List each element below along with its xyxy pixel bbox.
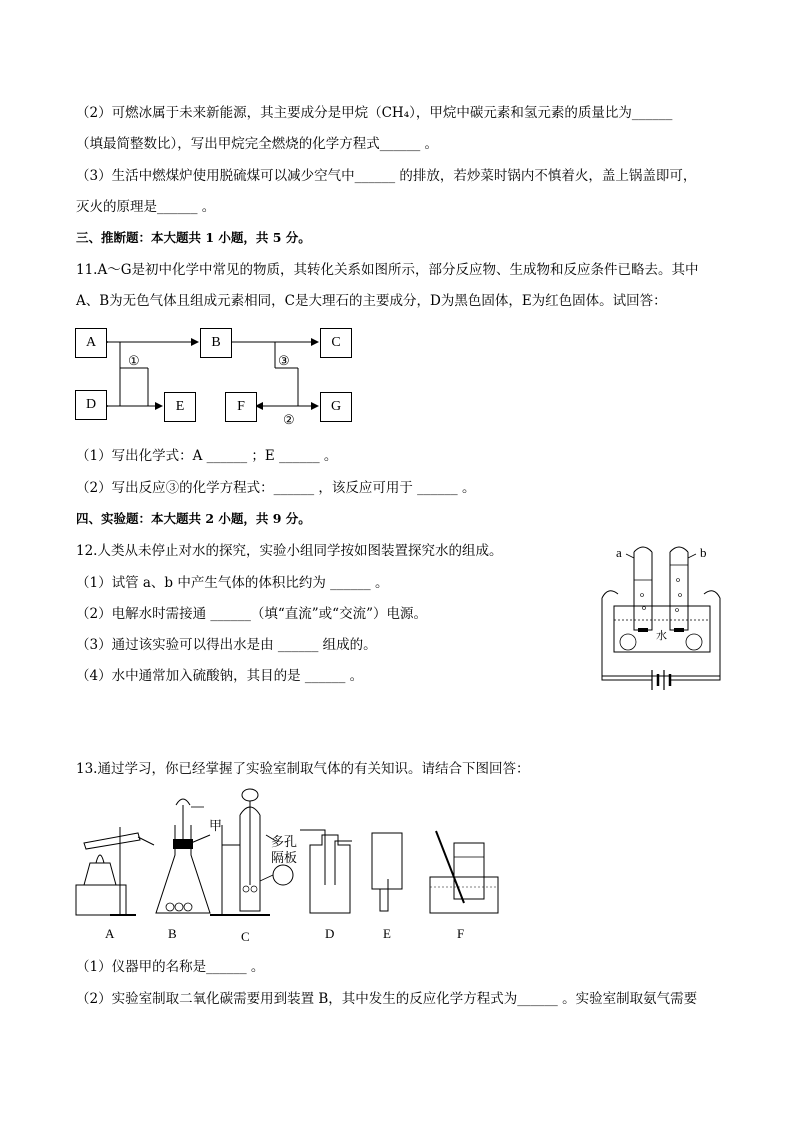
q10-part3-line1: （3）生活中燃煤炉使用脱硫煤可以减少空气中______ 的排放，若炒菜时锅内不慎着火，盖上锅盖即可，	[76, 168, 697, 184]
q12-sub3: （3）通过该实验可以得出水是由 ______ 组成的。	[76, 637, 377, 653]
apparatus-label-b: B	[168, 926, 177, 941]
q12-sub1: （1）试管 a、b 中产生气体的体积比约为 ______ 。	[76, 575, 389, 591]
node-e: E	[164, 392, 196, 422]
q11-sub1: （1）写出化学式：A ______ ；E ______ 。	[76, 448, 338, 464]
apparatus-label-f: F	[457, 926, 465, 941]
q13-apparatus-figure	[70, 785, 510, 945]
tube-b-label: b	[700, 545, 707, 560]
reaction-mark-1: ①	[128, 353, 140, 368]
q13-stem: 13.通过学习，你已经掌握了实验室制取气体的有关知识。请结合下图回答：	[76, 761, 530, 777]
q10-part2-line1: （2）可燃冰属于未来新能源，其主要成分是甲烷（CH₄），甲烷中碳元素和氢元素的质量比为______	[76, 105, 673, 121]
reaction-mark-2: ②	[283, 412, 295, 427]
label-plate: 隔板	[271, 850, 298, 865]
label-porous: 多孔	[271, 834, 298, 849]
q11-sub2: （2）写出反应③的化学方程式：______ ，该反应可用于 ______ 。	[76, 480, 476, 496]
apparatus-label-e: E	[383, 926, 391, 941]
q12-stem: 12.人类从未停止对水的探究，实验小组同学按如图装置探究水的组成。	[76, 543, 503, 559]
electrolysis-drawing	[598, 540, 728, 700]
q13-sub2: （2）实验室制取二氧化碳需要用到装置 B，其中发生的反应化学方程式为______ 。实验室制取氨气需要	[76, 991, 698, 1007]
electrolysis-apparatus	[598, 540, 728, 700]
q10-part3-line2: 灭火的原理是______ 。	[76, 199, 216, 215]
label-jia: 甲	[209, 818, 223, 833]
q12-sub2: （2）电解水时需接通 ______（填“直流”或“交流”）电源。	[76, 606, 427, 622]
apparatus-label-d: D	[325, 926, 335, 941]
q12-sub4: （4）水中通常加入硫酸钠，其目的是 ______ 。	[76, 668, 364, 684]
apparatus-label-c: C	[241, 929, 250, 944]
section-4-heading: 四、实验题：本大题共 2 小题，共 9 分。	[76, 511, 311, 526]
tube-a-label: a	[616, 545, 622, 560]
node-f: F	[225, 392, 257, 422]
reaction-mark-3: ③	[278, 353, 290, 368]
node-c: C	[320, 328, 352, 358]
q11-stem-line2: A、B为无色气体且组成元素相同，C是大理石的主要成分，D为黑色固体，E为红色固体。试回答：	[76, 293, 667, 309]
q13-sub1: （1）仪器甲的名称是______ 。	[76, 959, 265, 975]
node-b: B	[200, 328, 232, 358]
q11-stem-line1: 11.A～G是初中化学中常见的物质，其转化关系如图所示，部分反应物、生成物和反应条件已略去。其中	[76, 262, 699, 278]
section-3-heading: 三、推断题：本大题共 1 小题，共 5 分。	[76, 230, 311, 245]
q10-part2-line2: （填最简整数比），写出甲烷完全燃烧的化学方程式______ 。	[76, 136, 439, 152]
q11-flow-diagram	[70, 320, 360, 430]
node-g: G	[320, 392, 352, 422]
water-label: 水	[656, 630, 667, 642]
node-d: D	[75, 390, 107, 420]
apparatus-label-a: A	[105, 926, 115, 941]
node-a: A	[75, 328, 107, 358]
